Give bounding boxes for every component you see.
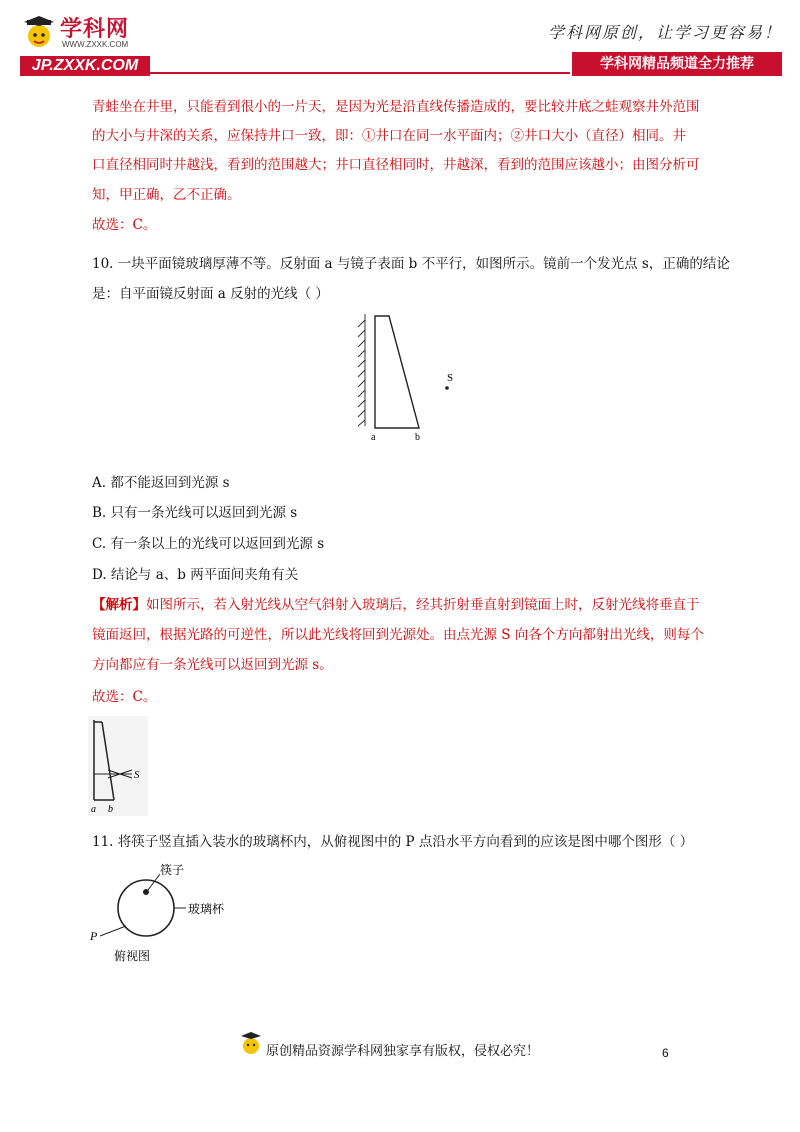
- analysis-tag: 【解析】: [92, 597, 146, 613]
- label-s: S: [134, 769, 140, 781]
- label-b: b: [108, 804, 113, 815]
- prev-answer-line: 青蛙坐在井里，只能看到很小的一片天，是因为光是沿直线传播造成的，要比较井底之蛙观察井外范围: [92, 99, 700, 115]
- mascot-logo-icon: [240, 1030, 262, 1058]
- analysis-text: 如图所示，若入射光线从空气斜射入玻璃后，经其折射垂直射到镜面上时，反射光线将垂直于: [146, 597, 700, 613]
- label-p: P: [90, 929, 98, 943]
- q10-option-a[interactable]: A. 都不能返回到光源 s: [92, 475, 230, 491]
- analysis-text: 方向都应有一条光线可以返回到光源 s。: [92, 657, 333, 673]
- prev-answer-line: 的大小与井深的关系，应保持井口一致，即：①井口在同一水平面内；②井口大小（直径）相同。井: [92, 128, 686, 144]
- channel-banner: 学科网精品频道全力推荐: [572, 52, 782, 76]
- prev-answer-line: 口直径相同时井越浅，看到的范围越大；井口直径相同时，井越深，看到的范围应该越小；由图分析可: [92, 157, 700, 173]
- label-a: a: [91, 804, 96, 815]
- header-slogan: 学科网原创，让学习更容易！: [548, 23, 783, 42]
- logo-url-badge[interactable]: JP.ZXXK.COM: [20, 56, 150, 76]
- q10-analysis-figure: [88, 716, 148, 816]
- prev-answer-choice: 故选：C。: [92, 217, 157, 233]
- label-chopstick: 筷子: [160, 863, 185, 877]
- footer-copyright: 原创精品资源学科网独家享有版权，侵权必究！: [266, 1044, 540, 1059]
- q10-option-b[interactable]: B. 只有一条光线可以返回到光源 s: [92, 505, 298, 521]
- header-divider: [150, 72, 570, 74]
- q10-option-d[interactable]: D. 结论与 a、b 两平面间夹角有关: [92, 567, 299, 583]
- prev-answer-line: 知，甲正确，乙不正确。: [92, 187, 241, 203]
- label-a: a: [371, 432, 376, 443]
- logo-subtext: WWW.ZXXK.COM: [62, 40, 129, 49]
- q11-stem: 11. 将筷子竖直插入装水的玻璃杯内，从俯视图中的 P 点沿水平方向看到的应该是图中哪个图形（ ）: [92, 834, 694, 850]
- q10-stem: 是：自平面镜反射面 a 反射的光线（ ）: [92, 286, 329, 302]
- q10-mirror-figure: [355, 310, 465, 445]
- q11-cup-figure: [86, 856, 246, 966]
- mascot-logo-icon: [22, 14, 56, 54]
- label-b: b: [415, 432, 420, 443]
- fig-caption: 俯视图: [114, 949, 151, 963]
- q10-option-c[interactable]: C. 有一条以上的光线可以返回到光源 s: [92, 536, 325, 552]
- label-s: S: [447, 372, 454, 384]
- logo-text: 学科网: [60, 17, 130, 42]
- analysis-text: 镜面返回，根据光路的可逆性，所以此光线将回到光源处。由点光源 S 向各个方向都射出光线，则每个: [92, 627, 704, 643]
- page-number: 6: [662, 1046, 669, 1060]
- label-cup: 玻璃杯: [188, 902, 225, 916]
- light-source-point: [445, 386, 449, 390]
- q10-answer: 故选：C。: [92, 689, 157, 705]
- q10-stem: 10. 一块平面镜玻璃厚薄不等。反射面 a 与镜子表面 b 不平行，如图所示。镜前一个发光点 s，正确的结论: [92, 256, 730, 272]
